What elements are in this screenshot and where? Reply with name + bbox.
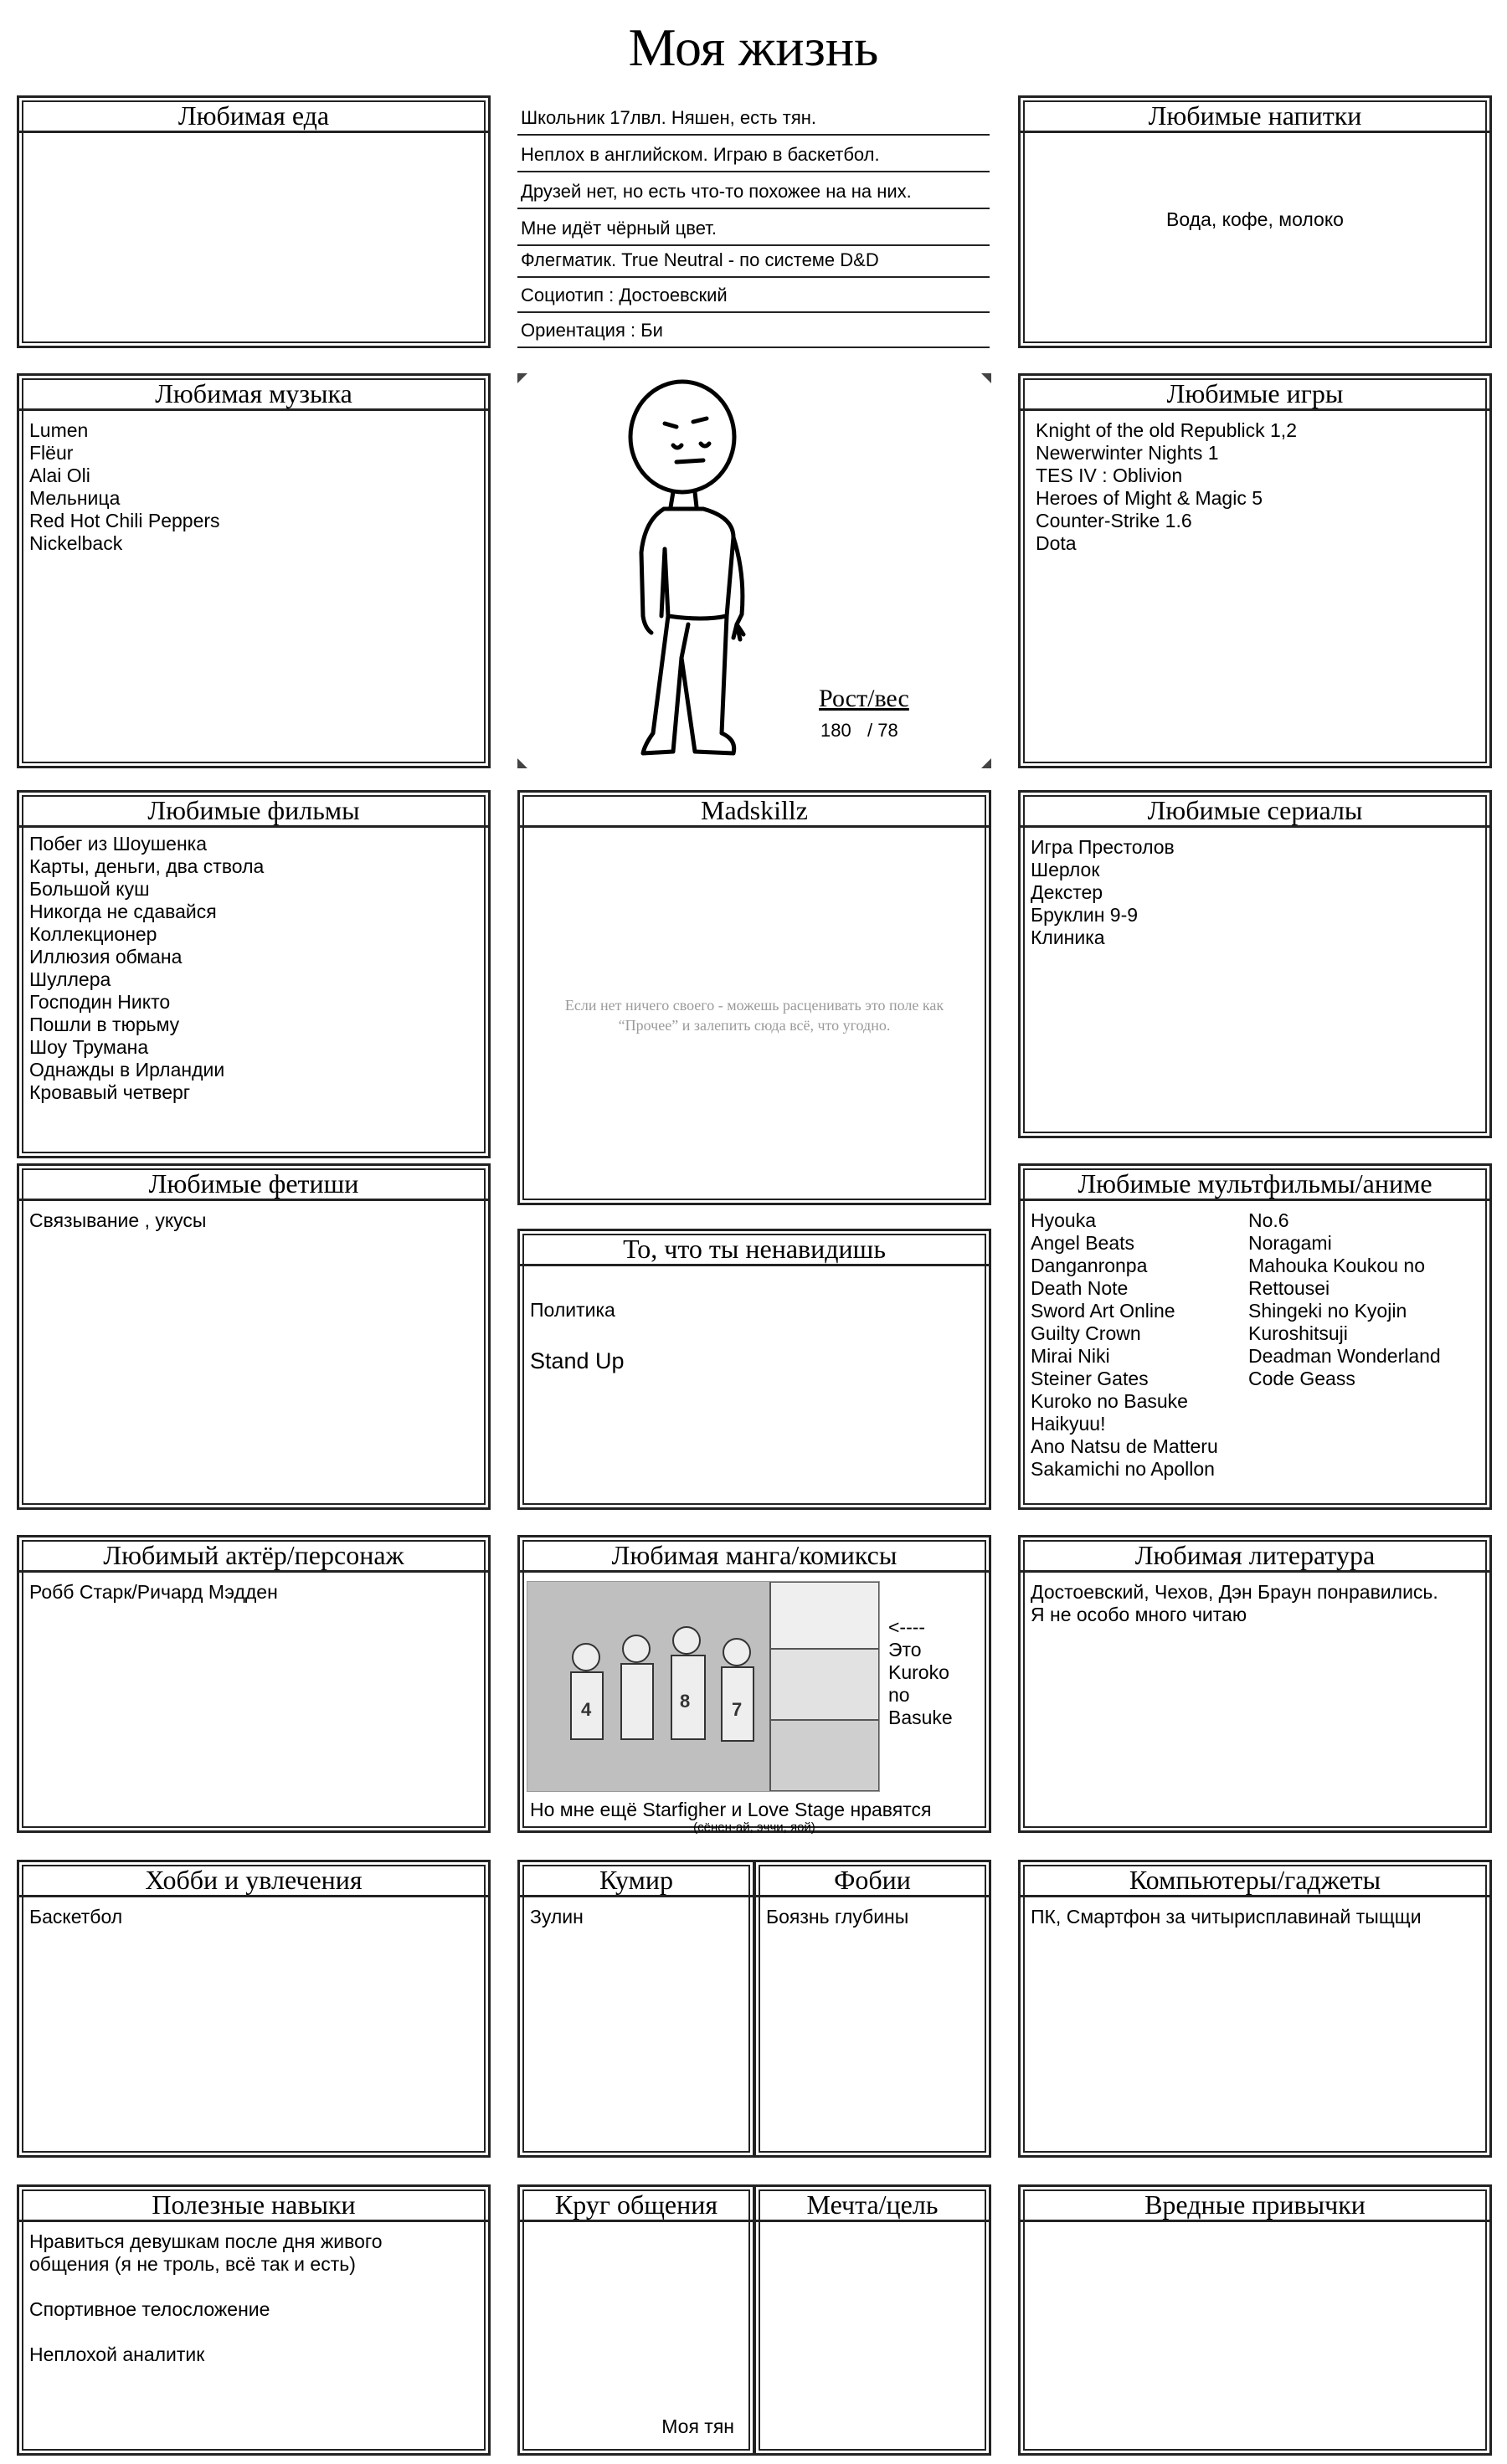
hate-item: Политика — [530, 1299, 615, 1321]
favorite-anime-panel — [1018, 1163, 1492, 1510]
manga-body — [520, 1573, 989, 1835]
madskillz-body — [520, 828, 989, 1203]
panel-title: Любимые игры — [1021, 376, 1489, 411]
panel-text: Lumen Flëur Alai Oli Мельница Red Hot Chili Peppers Nickelback — [29, 419, 220, 554]
favorite-fetishes-panel — [17, 1163, 491, 1510]
panel-text — [19, 133, 488, 346]
svg-text:8: 8 — [680, 1691, 691, 1712]
favorite-manga-panel — [517, 1535, 991, 1833]
panel-title: Мечта/цель — [756, 2187, 989, 2222]
gadgets-panel — [1018, 1860, 1492, 2158]
favorite-literature-panel — [1018, 1535, 1492, 1833]
bio-line: Ориентация : Би — [517, 313, 990, 348]
panel-text: Игра Престолов Шерлок Декстер Бруклин 9-9 Клиника — [1031, 836, 1175, 948]
panel-text: Вода, кофе, молоко — [1166, 208, 1344, 230]
panel-text: Баскетбол — [29, 1906, 123, 1928]
bio-line: Мне идёт чёрный цвет. — [517, 211, 990, 246]
panel-text: Робб Старк/Ричард Мэдден — [29, 1581, 278, 1603]
panel-text: Моя тян — [661, 2415, 734, 2437]
manga-image — [527, 1581, 880, 1792]
svg-text:7: 7 — [732, 1699, 743, 1720]
portrait-frame — [517, 373, 991, 768]
bio-line: Школьник 17лвл. Няшен, есть тян. — [517, 100, 990, 136]
panel-title: Кумир — [520, 1862, 753, 1897]
madskillz-panel — [517, 790, 991, 1205]
stick-figure-illustration — [517, 373, 991, 768]
manga-arrow-note: <---- Это Kuroko no Basuke — [888, 1616, 953, 1728]
panel-text: Побег из Шоушенка Карты, деньги, два ствола Большой куш Никогда не сдавайся Коллекционер Иллюзия обмана Шуллера Господин Никто Пошли в тюрьму Шоу Трумана Однажды в Ирландии Кровавый четверг — [29, 833, 265, 1103]
panel-title: Любимый актёр/персонаж — [19, 1537, 488, 1573]
panel-title: Любимые сериалы — [1021, 793, 1489, 828]
panel-text: Связывание , укусы — [29, 1209, 207, 1231]
panel-title: Круг общения — [520, 2187, 753, 2222]
panel-title: Любимые фильмы — [19, 793, 488, 828]
page-title: Моя жизнь — [628, 18, 879, 77]
panel-text: ПК, Смартфон за читырисплавинай тыщщи — [1031, 1906, 1422, 1928]
panel-title: Компьютеры/гаджеты — [1021, 1862, 1489, 1897]
panel-title: Любимая литература — [1021, 1537, 1489, 1573]
skills-panel — [17, 2184, 491, 2456]
anime-list-col2: No.6 Noragami Mahouka Koukou no Rettousei Shingeki no Kyojin Kuroshitsuji Deadman Wonderland Code Geass — [1248, 1209, 1441, 1389]
panel-title: То, что ты ненавидишь — [520, 1231, 989, 1266]
panel-title: Любимые мультфильмы/аниме — [1021, 1166, 1489, 1201]
panel-text — [756, 2222, 989, 2453]
bio-line: Флегматик. True Neutral - по системе D&D — [517, 243, 990, 278]
hate-panel — [517, 1229, 991, 1510]
panel-text — [1021, 2222, 1489, 2453]
panel-title: Полезные навыки — [19, 2187, 488, 2222]
panel-title: Хобби и увлечения — [19, 1862, 488, 1897]
bio-line: Друзей нет, но есть что-то похожее на на них. — [517, 174, 990, 209]
panel-title: Фобии — [756, 1862, 989, 1897]
panel-title: Любимые фетиши — [19, 1166, 488, 1201]
panel-text: Боязнь глубины — [766, 1906, 909, 1928]
idol-panel — [517, 1860, 755, 2158]
panel-text: Зулин — [530, 1906, 584, 1928]
anime-list-col1: Hyouka Angel Beats Danganronpa Death Note Sword Art Online Guilty Crown Mirai Niki Steiner Gates Kuroko no Basuke Haikyuu! Ano Natsu de Matteru Sakamichi no Apollon — [1031, 1209, 1218, 1480]
height-weight-label: Рост/вес — [819, 685, 909, 712]
manga-subcaption: (сёнен-ай, эччи, яой) — [693, 1820, 815, 1835]
dream-panel — [754, 2184, 991, 2456]
panel-title: Любимая манга/комиксы — [520, 1537, 989, 1573]
hate-item: Stand Up — [530, 1348, 625, 1373]
weight-value: / 78 — [867, 720, 898, 741]
hate-body — [520, 1266, 989, 1507]
favorite-music-panel — [17, 373, 491, 768]
panel-title: Вредные привычки — [1021, 2187, 1489, 2222]
panel-title: Любимые напитки — [1021, 98, 1489, 133]
height-value: 180 — [820, 720, 851, 741]
favorite-food-panel — [17, 95, 491, 348]
favorite-films-panel — [17, 790, 491, 1158]
panel-title: Madskillz — [520, 793, 989, 828]
phobias-panel — [754, 1860, 991, 2158]
hobbies-panel — [17, 1860, 491, 2158]
panel-text: Нравиться девушкам после дня живого общения (я не троль, всё так и есть) Спортивное телосложение Неплохой аналитик — [29, 2230, 383, 2365]
panel-title: Любимая еда — [19, 98, 488, 133]
manga-page-image — [527, 1582, 879, 1791]
favorite-series-panel — [1018, 790, 1492, 1138]
favorite-drinks-panel — [1018, 95, 1492, 348]
manga-caption: Но мне ещё Starfigher и Love Stage нравятся — [530, 1799, 932, 1820]
madskillz-hint: Если нет ничего своего - можешь расценивать это поле как “Прочее” и залепить сюда всё, что угодно. — [564, 997, 944, 1034]
svg-text:4: 4 — [581, 1699, 592, 1720]
panel-text: Knight of the old Republick 1,2 Newerwinter Nights 1 TES IV : Oblivion Heroes of Might & Magic 5 Counter-Strike 1.6 Dota — [1036, 419, 1297, 554]
bio-line: Неплох в английском. Играю в баскетбол. — [517, 137, 990, 172]
panel-text: Достоевский, Чехов, Дэн Браун понравились. Я не особо много читаю — [1031, 1581, 1438, 1625]
bio-line: Социотип : Достоевский — [517, 278, 990, 313]
panel-title: Любимая музыка — [19, 376, 488, 411]
social-circle-panel — [517, 2184, 755, 2456]
favorite-games-panel — [1018, 373, 1492, 768]
favorite-actor-panel — [17, 1535, 491, 1833]
bad-habits-panel — [1018, 2184, 1492, 2456]
